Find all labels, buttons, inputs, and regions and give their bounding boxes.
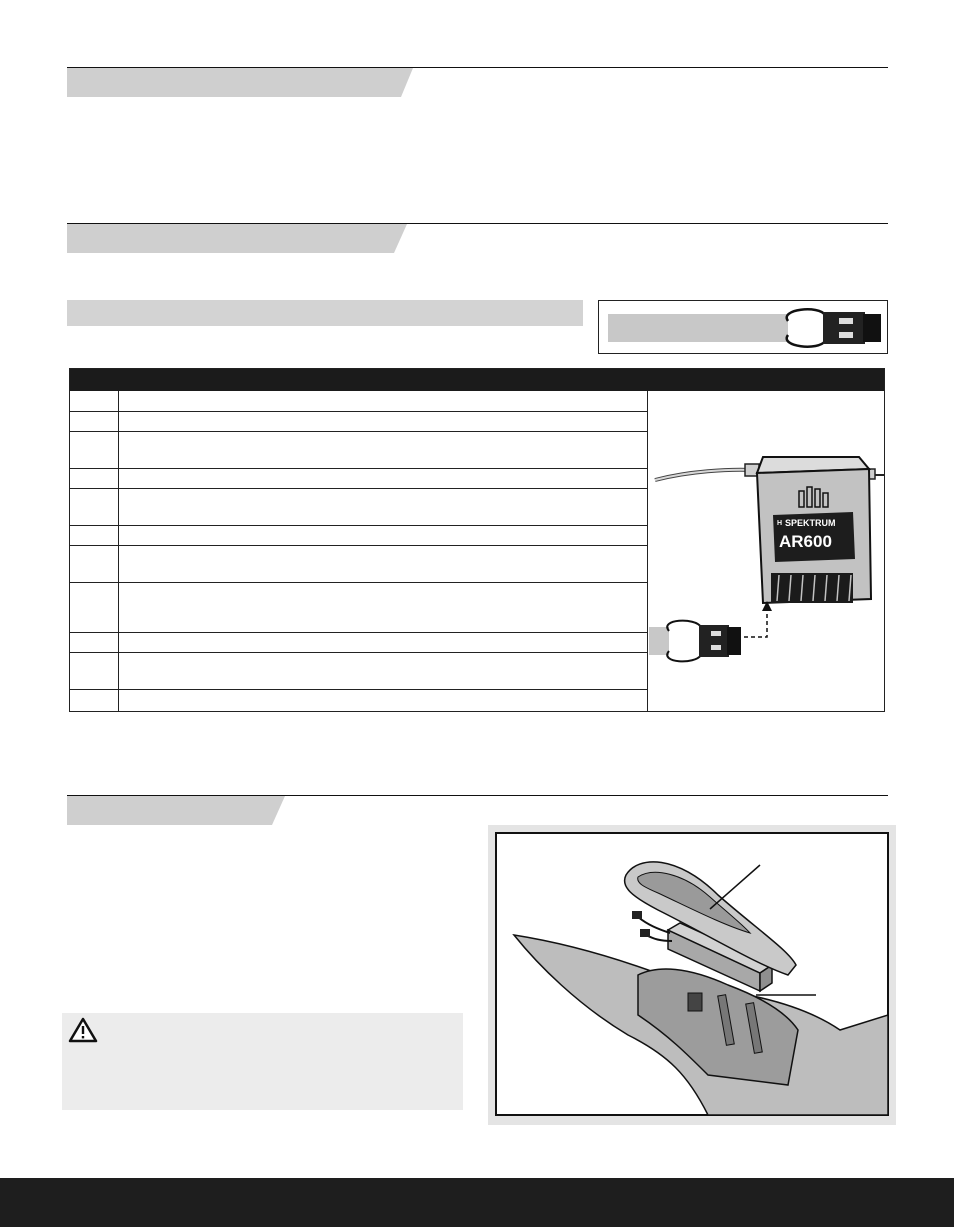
binding-subheading-bar	[67, 300, 583, 326]
row-number	[70, 653, 119, 689]
table-header	[70, 369, 884, 391]
receiver-logo-mark: H	[777, 520, 783, 527]
binding-table	[69, 368, 885, 712]
table-row	[70, 432, 648, 469]
row-number	[70, 633, 119, 652]
table-row	[70, 526, 648, 546]
row-number	[70, 489, 119, 525]
page-footer	[0, 1178, 954, 1227]
table-row	[70, 653, 648, 690]
battery-install-figure	[488, 825, 896, 1125]
row-number	[70, 546, 119, 582]
table-row	[70, 412, 648, 432]
row-number	[70, 432, 119, 468]
bind-plug-icon	[599, 301, 887, 353]
section-tab-3	[67, 796, 285, 825]
row-number	[70, 412, 119, 431]
aircraft-illustration	[488, 825, 896, 1125]
table-row	[70, 391, 648, 412]
row-number	[70, 469, 119, 488]
row-number	[70, 391, 119, 411]
receiver-brand: SPEKTRUM	[785, 518, 836, 528]
table-row	[70, 469, 648, 489]
warning-box	[62, 1013, 463, 1110]
table-row	[70, 546, 648, 583]
receiver-illustration	[649, 449, 885, 674]
warning-triangle-icon	[68, 1017, 98, 1043]
bind-plug-figure	[598, 300, 888, 354]
row-number	[70, 583, 119, 632]
table-row	[70, 583, 648, 633]
section-tab-1	[67, 68, 413, 97]
row-number	[70, 690, 119, 711]
table-row	[70, 489, 648, 526]
section-tab-2	[67, 224, 407, 253]
receiver-model: AR600	[779, 532, 832, 551]
table-row	[70, 690, 648, 711]
table-row	[70, 633, 648, 653]
row-number	[70, 526, 119, 545]
